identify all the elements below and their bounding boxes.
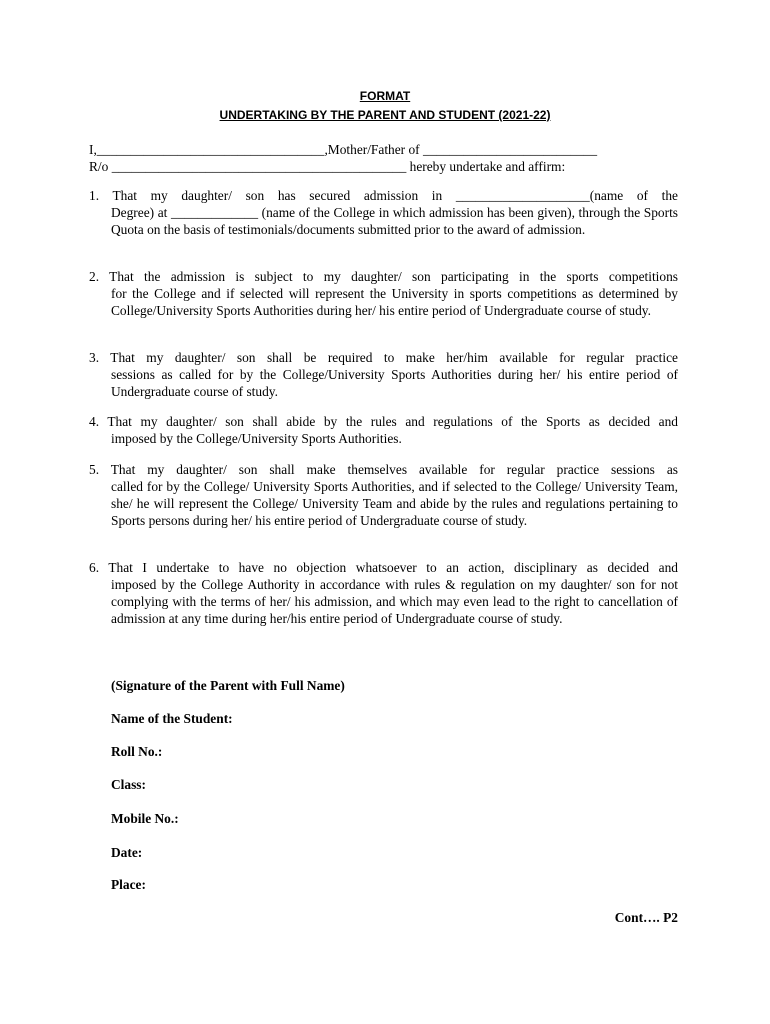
format-label: FORMAT <box>359 89 411 103</box>
continued-marker: Cont…. P2 <box>614 910 678 925</box>
roll-no-label: Roll No.: <box>111 744 163 759</box>
class-label: Class: <box>111 777 146 792</box>
signature-label: (Signature of the Parent with Full Name) <box>111 678 345 693</box>
clause-4-first-line: 4. That my daughter/ son shall abide by the rules and regulations of the Sports as decided and <box>89 414 678 429</box>
clause-6-first-line: 6. That I undertake to have no objection whatsoever to an action, disciplinary as decided and <box>89 560 678 575</box>
clause-1-body: Degree) at _____________ (name of the College in which admission has been given), through the Sports Quota on the basis of testimonials/documents submitted prior to the award of admission. <box>111 205 678 237</box>
document-title: UNDERTAKING BY THE PARENT AND STUDENT (2021-22) <box>219 108 551 122</box>
clause-3 <box>89 349 678 400</box>
clause-4 <box>89 413 678 447</box>
clause-1 <box>89 187 678 238</box>
clause-2 <box>89 268 678 319</box>
clause-3-first-line: 3. That my daughter/ son shall be required to make her/him available for regular practice <box>89 350 678 365</box>
clause-6 <box>89 559 678 627</box>
date-label: Date: <box>111 845 143 860</box>
intro-line-1: I,__________________________________,Mother/Father of __________________________ <box>89 142 598 157</box>
clause-3-body: sessions as called for by the College/University Sports Authorities during her/ his entire period of Undergraduate course of study. <box>111 367 678 399</box>
place-label: Place: <box>111 877 146 892</box>
clause-6-body: imposed by the College Authority in accordance with rules & regulation on my daughter/ son for not complying with the terms of her/ his admission, and which may even lead to the right to cancellation of admission at any time during her/his entire period of Undergraduate course of study. <box>111 577 678 626</box>
mobile-label: Mobile No.: <box>111 811 179 826</box>
intro-block <box>89 141 679 175</box>
intro-line-2: R/o ____________________________________________ hereby undertake and affirm: <box>89 159 566 174</box>
clause-5-body: called for by the College/ University Sports Authorities, and if selected to the College/ University Team, she/ he will represent the College/ University Team and abide by the rules and regulations pertaining to Sports persons during her/ his entire period of Undergraduate course of study. <box>111 479 678 528</box>
clause-1-first-line: 1. That my daughter/ son has secured admission in ____________________(name of the <box>89 188 678 203</box>
clause-5 <box>89 461 678 529</box>
clause-2-first-line: 2. That the admission is subject to my daughter/ son participating in the sports competitions <box>89 269 678 284</box>
student-name-label: Name of the Student: <box>111 711 233 726</box>
clause-5-first-line: 5. That my daughter/ son shall make themselves available for regular practice sessions as <box>89 462 678 477</box>
clause-4-body: imposed by the College/University Sports Authorities. <box>111 431 402 446</box>
clause-2-body: for the College and if selected will represent the University in sports competitions as determined by College/University Sports Authorities during her/ his entire period of Undergraduate course of study. <box>111 286 678 318</box>
